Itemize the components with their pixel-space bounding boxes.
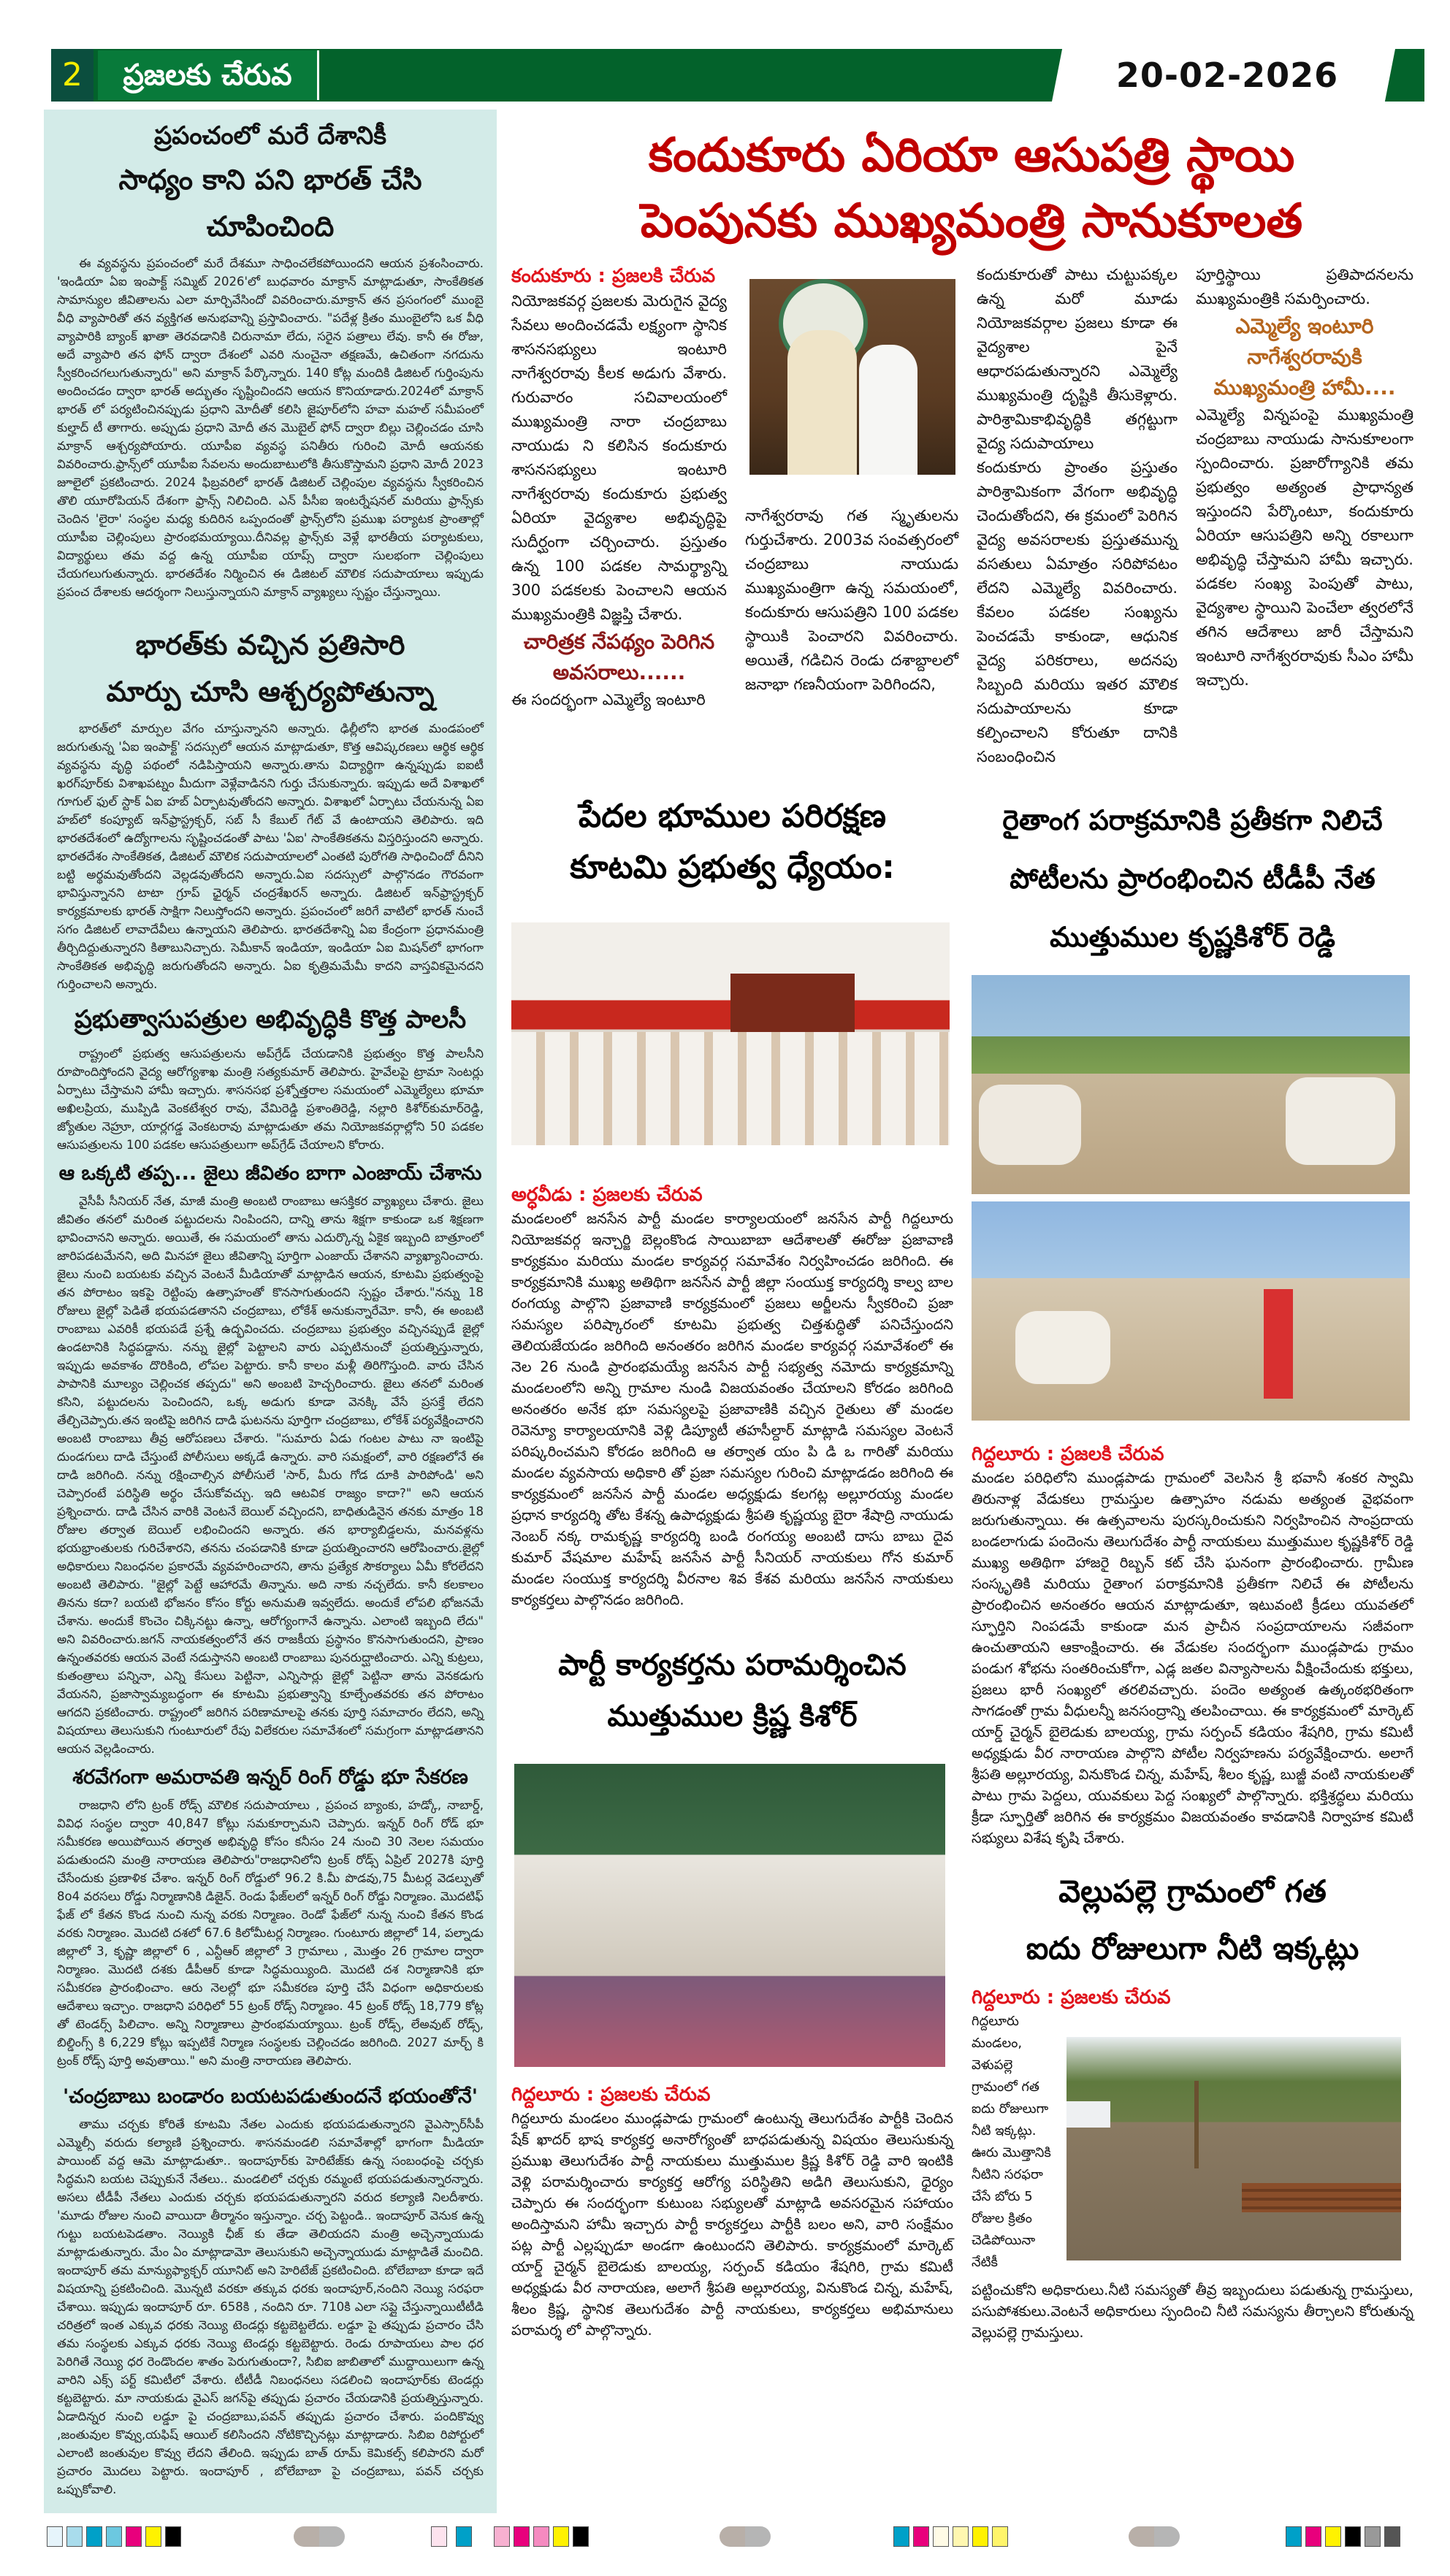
visit-article [511,2082,953,2341]
color-swatch [494,2526,510,2547]
headline: 'చంద్రబాబు బండారం బయటపడుతుందనే భయంతోనే' [62,2085,478,2108]
article-body: రాజధాని లోని ట్రంక్ రోడ్స్ మౌలిక సదుపాయాలు , ప్రపంచ బ్యాంకు, హడ్కో, నాబార్డ్, వివిధ సంస్థల ద్వారా 40,847 కోట్లు సమకూర్చామని చెప్పారు. ఇన్నర్ రింగ్ రోడ్ భూ సమీకరణ అయిపోయిన తర్వాత అభివృద్ధి కోసం కనీసం 24 నుంచి 30 నెలల సమయం పడుతుందని మంత్రి నారాయణ తెలిపారు"రాజధానిలోని ట్రంక్ రోడ్స్ ఏప్రిల్ 2027కి పూర్తి చేసేందుకు ప్రణాళిక చేశాం. ఇన్నర్ రింగ్ రోడ్డులో 96.2 కి.మీ పొడవు,75 మీటర్ల వెడల్పుతో 8o4 వరసలు రోడ్డు నిర్మాణానికి డిజైన్. రెండు ఫేజ్‌లలో ఇన్నర్ రింగ్ రోడ్డు నిర్మాణం. మొదటిఫ్ ఫేజ్ లో కేతన కొండ నుంచి నున్న వరకు నిర్మాణం. రెండో ఫేజ్‌లో నున్న నుంచి కేతన కొండ వరకు నిర్మాణం. మొదటి దశలో 67.6 కిలోమీటర్ల నిర్మాణం. గుంటూరు జిల్లాలో 14, పల్నాడు జిల్లాలో 3, కృష్ణా జిల్లాలో 6 , ఎన్టీఆర్ జిల్లాలో 3 గ్రామాలు , మొత్తం 26 గ్రామాల ద్వారా నిర్మాణం. మొదటి దశకు డీపీఆర్ కూడా సిద్ధమయ్యింది. మొదటి దశ నిర్మాణానికి భూ సమీకరణ ప్రారంభించాం. ఆరు నెలల్లో భూ సమీకరణ పూర్తి చేసే విధంగా అధికారులకు ఆదేశాలు ఇచ్చాం. రాజధాని పరిధిలో 55 ట్రంక్ రోడ్స్ నిర్మాణం. 45 ట్రంక్ రోడ్స్ 18,779 కోట్ల తో టెండర్స్ పిలిచాం. అన్ని నిర్మాణాలు ప్రారంభమయ్యాయి. ట్రంక్ రోడ్స్, లేఅవుట్ రోడ్స్, బిల్డింగ్స్ కి 6,229 కోట్లు ఇప్పటికే నిర్మాణ సంస్థలకు చెల్లించడం జరిగింది. 2027 మార్చ్ కి ట్రంక్ రోడ్స్ పూర్తి అవుతాయి." అని మంత్రి నారాయణ తెలిపారు. [57,1798,484,2068]
color-swatch [106,2526,122,2547]
article-body: భారత్‌లో మార్పుల వేగం చూస్తున్నానని అన్నారు. ఢిల్లీలోని భారత మండపంలో జరుగుతున్న 'ఏఐ ఇంపాక్ట్' సదస్సులో ఆయన మాట్లాడుతూ, కొత్త ఆవిష్కరణలు ఆర్థిక ఆర్థిక వ్యవస్థను వృద్ధి పథంలో నడిపిస్తాయని అన్నారు.తాను విద్యార్థిగా ఉన్నప్పుడు ఐఐటీ ఖరగ్‌పూర్‌కు విశాఖపట్నం మీదుగా వెళ్లేవాడినని గుర్తు చేసుకున్నారు. ఇప్పుడు అదే విశాఖలో గూగుల్ ఫుల్ స్టాక్ ఏఐ హబ్ ఏర్పాటవుతోందని అన్నారు. విశాఖలో ఏర్పాటు చేయనున్న ఏఐ హబ్‌లో కంప్యూట్ ఇన్‌ఫ్రాస్ట్రక్చర్, సబ్ సీ కేబుల్ గేట్ వే ఉంటాయని తెలిపారు. ఇది భారతదేశంలో ఉద్యోగాలను సృష్టించడంతో పాటు 'ఏఐ' సాంకేతికతను విస్తరిస్తుందని అన్నారు. భారతదేశం సాంకేతికత, డిజిటల్ మౌలిక సదుపాయాలలో ఎంతటి పురోగతి సాధించిందో దీనిని బట్టి అర్థమవుతోందని వెల్లడవుతోందని అన్నారు.ఏఐ సదస్సులో పాల్గొనడం గౌరవంగా భావిస్తున్నానని టాటా గ్రూప్ ఛైర్మన్ చంద్రశేఖరన్ అన్నారు. డిజిటల్ ఇన్‌ఫ్రాస్ట్రక్చర్ కార్యక్రమాలకు భారత్ సాక్షిగా నిలుస్తోందని అన్నారు. ప్రపంచంలో జరిగే వాటిలో భారత్ నుంచే సగం డిజిటల్ లావాదేవీలు ఉన్నాయని తెలిపారు. భారతదేశాన్ని ఏఐ కేంద్రంగా ప్రధానమంత్రి తీర్చిదిద్దుతున్నారని కితాబునిచ్చారు. సెమీకాన్ ఇండియా, ఇండియా ఏఐ మిషన్‌లో భాగంగా సాంకేతికత అభివృద్ధి జరుగుతోందని అన్నారు. ఏఐ కృత్రిమమేమీ కాదని వాస్తవికమైనదని గుర్తించాలని అన్నారు. [57,722,484,991]
photo-visit-worker [514,1764,945,2067]
headline-line: ముత్తుముల కృష్ణకిశోర్ రెడ్డి [1050,921,1335,953]
bull-article [972,1441,1413,1849]
article-body: గిద్దలూరు మండలం ముండ్లపాడు గ్రామంలో ఉంటున్న తెలుగుదేశం పార్టీకి చెందిన షేక్ ఖాదర్ భాష కార్యకర్త అనారోగ్యంతో బాధపడుతున్న విషయం తెలుసుకున్న ప్రముఖ తెలుగుదేశం పార్టీ నాయకులు ముత్తుముల క్రిష్ణ కిశోర్ రెడ్డి వారి ఇంటికి వెళ్లి పరామర్శించారు కార్యకర్త ఆరోగ్య పరిస్థితిని అడిగి తెలుసుకుని, ధైర్యం చెప్పారు ఈ సందర్భంగా కుటుంబ సభ్యులతో మాట్లాడి అవసరమైన సహాయం అందిస్తామని హామీ ఇచ్చారు పార్టీ కార్యకర్తలు పార్టీకి బలం అని, వారి సంక్షేమం పట్ల పార్టీ ఎల్లప్పుడూ అండగా ఉంటుందని తెలిపారు. కార్యక్రమంలో మార్కెట్ యార్డ్ చైర్మన్ బైలెడుకు బాలయ్య, సర్పంచ్ కడియం శేషగిరి, గ్రామ కమిటీ అధ్యక్షుడు వీర నారాయణ, అలాగే శ్రీపతి అల్లూరయ్య, వినుకొండ చిన్న, మహేష్, శీలం క్రిష్ణ, స్థానిక తెలుగుదేశం పార్టీ నాయకులు, కార్యకర్తలు అభిమానులు పరామర్శ లో పాల్గొన్నారు. [511,2110,953,2339]
headline-line: కందుకూరు ఏరియా ఆసుపత్రి స్థాయి [648,129,1295,183]
newspaper-name: ప్రజలకు చేరువ [98,50,319,100]
headline: సాధ్యం కాని పని భారత్ చేసి చూపించింది [118,164,422,242]
photo-cm-meeting [749,279,955,475]
byline: గిద్దలూరు : ప్రజలకు చేరువ [511,2084,711,2106]
headline: శరవేగంగా అమరావతి ఇన్నర్ రింగ్ రోడ్డు భూ సేకరణ [72,1766,468,1789]
left-news-column [44,110,497,2513]
subheading: చారిత్రక నేపథ్యం పెరిగిన అవసరాలు...... [523,630,715,684]
photo-janasena-meeting [511,922,950,1145]
headline: మార్పు చూసి ఆశ్చర్యపోతున్నా [106,676,435,708]
water-article [972,1984,1413,2343]
byline: గిద్దలూరు : ప్రజలకి చేరువ [972,1443,1164,1465]
color-swatch [953,2526,969,2547]
article-ring-road [57,1764,484,2070]
color-swatch [47,2526,63,2547]
article-hospital-policy [57,999,484,1154]
headline: భారత్‌కు వచ్చిన ప్రతిసారి [135,629,405,661]
color-swatch [514,2526,530,2547]
headline-line: పెంపునకు ముఖ్యమంత్రి సానుకూలత [640,194,1303,248]
color-swatch [1286,2526,1302,2547]
photo-bull-race-1 [972,975,1410,1194]
article-ambati [57,1160,484,1758]
article-body: తాము చర్చకు కోరితే కూటమి నేతల ఎందుకు భయపడుతున్నారని వైఎస్సార్‌సీపీ ఎమ్మెల్సీ వరుదు కల్యాణి ప్రశ్నించారు. శాసనమండలి సమావేశాల్లో భాగంగా మీడియా పాయింట్ వద్ద ఆమె మాట్లాడుతూ.. ఇందాపూర్‌కు హెరిటేజ్‌కు ఉన్న సంబంధంపై చర్చకు సిద్ధమని బయట చెప్పుకునే నేతలు.. మండలిలో చర్చకు రమ్మంటే భయపడుతున్నారన్నారు. అసలు టీడీపీ నేతలు ఎందుకు చర్చకు భయపడుతున్నారని వరుద కల్యాణి నిలదీశారు. 'మూడు రోజుల నుంచి వాయిదా తీర్మానం ఇస్తున్నాం. చర్చ పెట్టండి.. ఇందాపూర్ వెనుక ఉన్న గుట్టు బయటపెడతాం. నెయ్యికి ఛీజ్ కు తేడా తెలియదని మంత్రి అచ్చెన్నాయుడు మాట్లాడుతున్నారు. మేం ఏం మాట్లాడామో తెలుసుకుని అచ్చెన్నాయుడు మాట్లాడితే మంచిది. ఇందాపూర్ తమ మాన్యుఫ్యాక్చర్ యూనిట్ అని హెరిటేజ్ ప్రకటించింది. బోలేబాబా కూడా ఇదే విషయాన్ని ప్రకటించింది. మొన్నటి వరకూ తక్కువ ధరకు ఇందాపూర్,నందిని నెయ్యి సరఫరా చేశాయి. ఇప్పుడు ఇందాపూర్ రూ. 658కి , నందిని రూ. 710కి ఎలా సప్లై చేస్తున్నాయిటీటీడి చరిత్రలో ఇంత ఎక్కువ ధరకు నెయ్యి టెండర్లు కట్టబెట్టలేదు. లడ్డూ పై తప్పుడు ప్రచారం చేసి తమ సంస్థలకు ఎక్కువ ధరకు నెయ్యి టెండర్లు కట్టబెట్టారు. రెండు రూపాయలు పాల ధర పెరిగితే నెయ్యి ధర రెండొందల శాతం పెరుగుతుందా?, సిబిఐ జాబితాలో ముద్దాయిలుగా ఉన్న వారిని ఎక్స్ పర్ట్ కమిటీలో వేశారు. టీటీడీ నిబంధనలు సడలించి ఇందాపూర్‌కు టెండర్లు కట్టబెట్టారు. మా నాయకుడు వైఎస్ జగన్‌పై తప్పుడు ప్రచారం చేయడానికి ప్రయత్నిస్తున్నారు. ఏడాదిన్నర నుంచి లడ్డూ పై చంద్రబాబు,పవన్ తప్పుడు ప్రచారం చేశారు. పందికొవ్వు ,జంతువుల కొవ్వు,యఫిష్ ఆయిల్ కలిసిందని నోటికొచ్చినట్లు మాట్లాడారు. సిబిఐ రిపోర్టులో ఎలాంటి జంతువుల కొవ్వు లేదని తేలింది. ఇప్పుడు బాత్ రూమ్ కెమికల్స్ కలిపారని మరో ప్రచారం మొదలు పెట్టారు. ఇందాపూర్ , బోలేబాబా పై చంద్రబాబు, పవన్ చర్చకు ఒప్పుకోవాలి. [57,2117,484,2496]
middle-column [511,791,953,2341]
byline: కందుకూరు : ప్రజలకి చేరువ [511,265,716,287]
article-body: పూర్తిస్థాయి ప్రతిపాదనలను ముఖ్యమంత్రికి సమర్పించారు. [1196,266,1413,307]
headline: ప్రపంచంలో మరే దేశానికీ [153,121,386,150]
headline-line: రైతాంగ పరాక్రమానికి ప్రతీకగా నిలిచే [1002,804,1383,836]
headline-line: కూటమి ప్రభుత్వ ధ్యేయం: [570,849,895,886]
article-body: నియోజకవర్గ ప్రజలకు మెరుగైన వైద్య సేవలు అందించడమే లక్ష్యంగా స్థానిక శాసనసభ్యులు ఇంటూరి నాగేశ్వరరావు కీలక అడుగు వేశారు. గురువారం సచివాలయంలో ముఖ్యమంత్రి నారా చంద్రబాబు నాయుడు ని కలిసిన కందుకూరు శాసనసభ్యులు ఇంటూరి నాగేశ్వరరావు కందుకూరు ప్రభుత్వ ఏరియా వైద్యశాల అభివృద్ధిపై సుదీర్ఘంగా చర్చించారు. ప్రస్తుతం ఉన్న 100 పడకల సామర్థ్యాన్ని 300 పడకలకు పెంచాలని ఆయన ముఖ్యమంత్రికి విజ్ఞప్తి చేశారు. [511,292,727,623]
land-article [511,1182,953,1610]
color-swatch [145,2526,161,2547]
color-swatch [913,2526,929,2547]
water-text-photo-row [972,2011,1413,2274]
color-swatch [1365,2526,1381,2547]
color-swatch [431,2526,447,2547]
headline-line: ముత్తుముల క్రిష్ణ కిశోర్ [607,1700,858,1733]
headline-line: పార్టీ కార్యకర్తను పరామర్శించిన [558,1648,907,1682]
headline-line: పేదల భూముల పరిరక్షణ [579,798,886,835]
article-body: ఎమ్మెల్యే విన్నపంపై ముఖ్యమంత్రి చంద్రబాబు నాయుడు సానుకూలంగా స్పందించారు. ప్రజారోగ్యానికి తమ ప్రభుత్వం అత్యంత ప్రాధాన్యత ఇస్తుందని పేర్కొంటూ, కందుకూరు ఏరియా ఆసుపత్రిని అన్ని రకాలుగా అభివృద్ధి చేస్తామని హామీ ఇచ్చారు. పడకల సంఖ్య పెంపుతో పాటు, వైద్యశాల స్థాయిని పెంచేలా త్వరలోనే తగిన ఆదేశాలు జారీ చేస్తామని ఇంటూరి నాగేశ్వరరావుకు సీఎం హామీ ఇచ్చారు. [1196,406,1413,689]
visit-headline [511,1640,953,1742]
lead-col-1 [511,263,727,712]
main-news-area [511,110,1432,2343]
color-swatch [533,2526,549,2547]
color-swatch [66,2526,83,2547]
article-body: గిద్దలూరు మండలం, వెళుపల్లె గ్రామంలో గత ఐదు రోజులుగా నీటి ఇక్కట్లు. ఊరు మొత్తానికి నీటిని సరఫరా చేసే బోరు 5 రోజుల క్రితం చెడిపోయినా నేటికీ [972,2014,1051,2270]
color-swatch [126,2526,142,2547]
color-swatch [1325,2526,1341,2547]
headline: ఆ ఒక్కటి తప్ప... జైలు జీవితం బాగా ఎంజాయ్ చేశాను [58,1162,482,1185]
headline-line: ఐదు రోజులుగా నీటి ఇక్కట్లు [1026,1930,1359,1966]
article-ghee [57,2083,484,2499]
lead-story-columns [511,263,1432,769]
article-body: రాష్ట్రంలో ప్రభుత్వ ఆసుపత్రులను అప్‌గ్రేడ్ చేయడానికి ప్రభుత్వం కొత్త పాలసీని రూపొందిస్తోందని వైద్య ఆరోగ్యశాఖ మంత్రి సత్యకుమార్ తెలిపారు. హైవేలపై ట్రామా సెంటర్లు ఏర్పాటు చేస్తామని హామీ ఇచ్చారు. శాసనసభ ప్రశ్నోత్తరాల సమయంలో ఎమ్మెల్యేలు భూమా అఖిలప్రియ, ముప్పిడి వెంకటేశ్వర రావు, వేమిరెడ్డి ప్రశాంతిరెడ్డి, నల్లారి కిశోర్‌కుమార్‌రెడ్డి, జ్యోతుల నెహ్రూ, యార్లగడ్డ వెంకటరావు మాట్లాడుతూ తమ నియోజకవర్గాల్లోని 50 పడకల ఆసుపత్రులను 100 పడకల ఆసుపత్రులుగా అప్‌గ్రేడ్ చేయాలని కోరారు. [57,1047,484,1152]
byline: అర్ధవీడు : ప్రజలకు చేరువ [511,1184,703,1206]
lower-stories [511,791,1432,2343]
subheading: ఎమ్మెల్యే ఇంటూరి నాగేశ్వరరావుకి ముఖ్యమంత్రి హామీ.... [1213,314,1396,400]
lead-headline [511,110,1432,254]
lead-col-2 [745,263,958,697]
article-body: మండలంలో జనసేన పార్టీ మండల కార్యాలయంలో జనసేన పార్టీ గిద్దలూరు నియోజకవర్గ ఇన్చార్జి బెల్లంకొండ సాయిబాబా ఆదేశాలతో ఈరోజు ప్రజావాణి కార్యక్రమం మరియు మండల కార్యవర్గ సమావేశం నిర్వహించడం జరిగింది. ఈ కార్యక్రమానికి ముఖ్య అతిథిగా జనసేన పార్టీ జిల్లా సంయుక్త కార్యదర్శి కాల్వ బాల రంగయ్య పాల్గొని ప్రజావాణి కార్యక్రమంలో ప్రజలు అర్జీలను స్వీకరించి ప్రజా సమస్యల పరిష్కారంలో కూటమి ప్రభుత్వ చిత్తశుద్ధితో పనిచేస్తుందని తెలియజేయడం జరిగింది అనంతరం జరిగిన మండల కార్యవర్గ సమావేశంలో ఈ నెల 26 నుండి ప్రారంభమయ్యే జనసేన పార్టీ సభ్యత్వ నమోదు కార్యక్రమాన్ని మండలంలోని అన్ని గ్రామాల నుండి విజయవంతం చేయాలని కోరడం జరిగింది అనంతరం అనేక భూ సమస్యలపై ప్రజావాణికి వచ్చిన రైతులు తో మండల రెవెన్యూ కార్యాలయానికి వెళ్లి డిప్యూటీ తహసీల్దార్ మాట్లాడి సమస్యల వెంటనే పరిష్కరించమని కోరడం జరిగింది ఆ తర్వాత యం పి డి ఒ గారితో మరియు మండల వ్యవసాయ అధికారి తో ప్రజా సమస్యల గురించి మాట్లాడడం జరిగింది ఈ కార్యక్రమంలో జనసేన పార్టీ మండల అధ్యక్షుడు కలగట్ల అల్లూరయ్య మండల ప్రధాన కార్యదర్శి తోట కేశన్న ఉపాధ్యక్షుడు శ్రీపతి కృష్ణయ్య బైరా శేషాద్రి నాయుడు నెంబర్ నక్క రామకృష్ణ కార్యదర్శి బండి రంగయ్య అంబటి దాసు బాబు దైవ కుమార్ వేషమాల మహేష్ జనసేన పార్టీ సీనియర్ నాయకులు గోన కుమార్ మండల సంయుక్త కార్యదర్శి వీరనాల శివ కేశవ మరియు జనసేన నాయకులు కార్యకర్తలు పాల్గొనడం జరిగింది. [511,1210,953,1608]
color-swatch [165,2526,181,2547]
color-swatch [992,2526,1008,2547]
color-swatch [1384,2526,1400,2547]
color-swatch [972,2526,988,2547]
color-swatch [86,2526,102,2547]
photo-water-borewell [1066,2037,1401,2260]
color-swatch [553,2526,569,2547]
color-swatch [933,2526,949,2547]
lead-col-3 [977,263,1178,769]
article-body: నాగేశ్వరరావు గత స్మృతులను గుర్తుచేశారు. 2003వ సంవత్సరంలో చంద్రబాబు నాయుడు ముఖ్యమంత్రిగా ఉన్న సమయంలో, కందుకూరు ఆసుపత్రిని 100 పడకల స్థాయికి పెంచారని వివరించారు. అయితే, గడిచిన రెండు దశాబ్దాలలో జనాభా గణనీయంగా పెరిగిందని, [745,507,958,693]
water-headline [972,1863,1413,1977]
article-body: పట్టించుకోని అధికారులు.నీటి సమస్యతో తీవ్ర ఇబ్బందులు పడుతున్న గ్రామస్తులు, పసుపోశకులు.వెంటనే అధికారులు స్పందించి నీటి సమస్యను తీర్చాలని కోరుతున్న వెల్లుపల్లె గ్రామస్తులు. [972,2282,1413,2341]
page-number: 2 [51,49,94,102]
byline: గిద్దలూరు : ప్రజలకు చేరువ [972,1987,1171,2009]
registration-pill [1129,2526,1180,2547]
article-body: ఈ సందర్భంగా ఎమ్మెల్యే ఇంటూరి [511,691,706,708]
article-change [57,622,484,993]
color-swatch [573,2526,589,2547]
article-body: వైసీపీ సీనియర్ నేత, మాజీ మంత్రి అంబటి రాంబాబు ఆసక్తికర వ్యాఖ్యలు చేశారు. జైలు జీవితం తనలో మరింత పట్టుదలను నింపిందని, దాన్ని తాను శిక్షగా కాకుండా ఒక శిక్షణగా భావించానని అన్నారు. అయితే, ఈ సమయంలో తాను ఎదుర్కొన్న ఏకైక ఇబ్బంది బాత్రూంలో జారిపడటమేనని, అది మినహా జైలు జీవితాన్ని పూర్తిగా ఎంజాయ్ చేశానని వ్యాఖ్యానించారు. జైలు నుంచి బయటకు వచ్చిన వెంటనే మీడియాతో మాట్లాడిన ఆయన, కూటమి ప్రభుత్వంపై తన పోరాటం ఇకపై రెట్టింపు ఉత్సాహంతో కొనసాగుతుందని స్పష్టం చేశారు."నన్ను 18 రోజులు జైల్లో పెడితే భయపడతానని చంద్రబాబు, లోకేశ్ అనుకున్నారేమో. కానీ, ఈ అంబటి రాంబాబు ఎవరికీ భయపడే ప్రశ్నే ఉద్భవించదు. చంద్రబాబు ప్రభుత్వం వచ్చినప్పుడే జైల్లో ఉండటానికి సిద్ధపడ్డాను. నన్ను జైల్లో పెట్టాలని వారు ఎప్పటినుంచో ప్రయత్నిస్తున్నారు, ఇప్పుడు అవకాశం దొరికింది, లోపల పెట్టారు. కానీ కాలం మళ్లీ తిరిగొస్తుంది. వారు చేసిన పాపానికి మూల్యం చెల్లించక తప్పదు" అని అంబటి హెచ్చరించారు. జైలు తనలో మరింత కసిని, పట్టుదలను పెంచిందని, ఒక్క అడుగు కూడా వెనక్కి వేసే ప్రసక్తే లేదని తేల్చిచెప్పారు.తన ఇంటిపై జరిగిన దాడి ఘటనను పూర్తిగా చంద్రబాబు, లోకేశ్ పర్యవేక్షించారని అంబటి రాంబాబు తీవ్ర ఆరోపణలు చేశారు. "సుమారు ఏడు గంటల పాటు నా ఇంటిపై దుండగులు దాడి చేస్తుంటే పోలీసులు అక్కడే ఉన్నారు. వారి సమక్షంలో, వారి రక్షణలోనే ఈ దాడి జరిగింది. నన్ను రక్షించాల్సిన పోలీసులే 'సార్, మీరు గోడ దూకి పారిపోండి' అని చెప్పారంటే పరిస్థితి అర్థం చేసుకోవచ్చు. ఇది ఆటవిక రాజ్యం కాదా?" అని ఆయన ప్రశ్నించారు. దాడి చేసిన వారికి వెంటనే బెయిల్ వచ్చిందని, బాధితుడినైన తనకు మాత్రం 18 రోజుల తర్వాత బెయిల్ లభించిందని అన్నారు. తన భార్యాబిడ్డలను, మనవళ్లను భయభ్రాంతులకు గురిచేశారని, తనను చంపడానికి కూడా ప్రయత్నించారని ఆరోపించారు.జైల్లో అధికారులు నిబంధనల ప్రకారమే వ్యవహరించారని, తాను ప్రత్యేక సౌకర్యాలు ఏమీ కోరలేదని అంబటి తెలిపారు. "జైల్లో పెట్టే ఆహారమే తిన్నాను. అది నాకు నచ్చలేదు. కానీ కలకాలం తినను కదా? బయటి భోజనం కోసం కోర్టు అనుమతి ఇవ్వలేదు. అందుకే లోపలి భోజనమే చేశాను. అందుకే కొంచెం చిక్కినట్టు ఉన్నా, ఆరోగ్యంగానే ఉన్నాను. ఎలాంటి ఇబ్బంది లేదు" అని వివరించారు.జగన్ నాయకత్వంలోనే తన రాజకీయ ప్రస్థానం కొనసాగుతుందని, ప్రాణం ఉన్నంతవరకు ఆయన వెంటే నడుస్తానని అంబటి రాంబాబు పునరుద్ఘాటించారు. ఎన్ని కుట్రలు, కుతంత్రాలు పన్నినా, ఎన్ని కేసులు పెట్టినా, ఎన్నిసార్లు జైల్లో పెట్టినా తాను వెనకడుగు వేయనని, ప్రజాస్వామ్యబద్ధంగా ఈ కూటమి ప్రభుత్వాన్ని కూల్చేంతవరకు తన పోరాటం ఆగదని ప్రకటించారు. రాష్ట్రంలో జరిగిన పరిణామాలపై తనకు పూర్తి సమాచారం లేదని, అన్ని విషయాలు తెలుసుకుని గుంటూరులో రేపు విలేకరుల సమావేశంలో సమగ్రంగా మాట్లాడతానని ఆయన వెల్లడించారు. [57,1194,484,1756]
land-headline [511,791,953,893]
right-column [972,791,1413,2343]
article-macron [57,110,484,601]
lead-col-4 [1196,263,1413,692]
color-swatch [1305,2526,1321,2547]
photo-bull-race-2 [972,1201,1410,1421]
article-body: కందుకూరుతో పాటు చుట్టుపక్కల ఉన్న మరో మూడు నియోజకవర్గాల ప్రజలు కూడా ఈ వైద్యశాల పైనే ఆధారపడుతున్నారని ఎమ్మెల్యే ముఖ్యమంత్రి దృష్టికి తీసుకెళ్లారు. పారిశ్రామికాభివృద్ధికి తగ్గట్టుగా వైద్య సదుపాయాలు [977,266,1178,452]
registration-pill [294,2526,345,2547]
color-swatch [456,2526,472,2547]
headline: ప్రభుత్వాసుపత్రుల అభివృద్ధికి కొత్త పాలసీ [74,1005,467,1034]
headline-line: పోటీలను ప్రారంభించిన టీడీపీ నేత [1010,863,1375,895]
bull-headline [972,791,1413,966]
headline-line: వెల్లుపల్లె గ్రామంలో గత [1058,1873,1327,1909]
article-body: కందుకూరు ప్రాంతం ప్రస్తుతం పారిశ్రామికంగా వేగంగా అభివృద్ధి చెందుతోందని, ఈ క్రమంలో పెరిగిన వైద్య అవసరాలకు ప్రస్తుతమున్న వసతులు ఏమాత్రం సరిపోవటం లేదని ఎమ్మెల్యే వివరించారు. కేవలం పడకల సంఖ్యను పెంచడమే కాకుండా, ఆధునిక వైద్య పరికరాలు, అదనపు సిబ్బంది మరియు ఇతర మౌలిక సదుపాయాలను కూడా కల్పించాలని కోరుతూ దానికి సంబంధించిన [977,459,1178,765]
issue-date: 20-02-2026 [1115,56,1339,95]
registration-pill [720,2526,771,2547]
print-registration-marks [0,2526,1450,2547]
article-body: మండల పరిధిలోని ముండ్లపాడు గ్రామంలో వెలసిన శ్రీ భవానీ శంకర స్వామి తిరునాళ్ల వేడుకలు గ్రామస్తుల ఉత్సాహం నడుమ అత్యంత వైభవంగా జరుగుతున్నాయి. ఈ ఉత్సవాలను పురస్కరించుకుని నిర్వహించిన సాంప్రదాయ బండలాగుడు పందెంను తెలుగుదేశం పార్టీ నాయకులు ముత్తుముల కృష్ణకిశోర్ రెడ్డి ముఖ్య అతిథిగా హాజరై రిబ్బన్ కట్ చేసి ఘనంగా ప్రారంభించారు. గ్రామీణ సంస్కృతికి మరియు రైతాంగ పరాక్రమానికి ప్రతీకగా నిలిచే ఈ పోటీలను ప్రారంభించిన అనంతరం ఆయన మాట్లాడుతూ, ఇటువంటి క్రీడలు యువతలో స్ఫూర్తిని నింపడమే కాకుండా మన ప్రాచీన సంప్రదాయాలను సజీవంగా ఉంచుతాయని ఆకాంక్షించారు. ఈ వేడుకల సందర్భంగా ముండ్లపాడు గ్రామం పండుగ శోభను సంతరించుకోగా, ఎడ్ల జతల విన్యాసాలను వీక్షించేందుకు భక్తులు, ప్రజలు భారీ సంఖ్యలో తరలివచ్చారు. పందెం అత్యంత ఉత్కంఠభరితంగా సాగడంతో గ్రామ వీధులన్నీ జనసంద్రాన్ని తలపించాయి. ఈ కార్యక్రమంలో మార్కెట్ యార్డ్ చైర్మన్ బైలెడుకు బాలయ్య, గ్రామ సర్పంచ్ కడియం శేషగిరి, గ్రామ కమిటీ అధ్యక్షుడు వీర నారాయణ పాల్గొని పోటీల నిర్వహణను పర్యవేక్షించారు. అలాగే శ్రీపతి అల్లూరయ్య, వినుకొండ చిన్న, మహేష్, శీలం కృష్ణ, బుజ్జీ వంటి నాయకులతో పాటు గ్రామ పెద్దలు, యువకులు పెద్ద సంఖ్యలో పాల్గొన్నారు. భక్తిశ్రద్ధలు మరియు క్రీడా స్ఫూర్తితో జరిగిన ఈ కార్యక్రమం విజయవంతం కావడానికి నిర్వాహక కమిటీ సభ్యులు విశేష కృషి చేశారు. [972,1469,1413,1846]
color-swatch [1345,2526,1361,2547]
color-swatch [893,2526,909,2547]
article-body: ఈ వ్యవస్థను ప్రపంచంలో మరే దేశమూ సాధించలేకపోయిందని ఆయన ప్రశంసించారు. 'ఇండియా ఏఐ ఇంపాక్ట్ సమ్మిట్ 2026'లో బుధవారం మాక్రాన్ మాట్లాడుతూ, సాంకేతికత సామాన్యుల జీవితాలను ఎలా మార్చివేసిందో వివరించారు.మాక్రాన్ తన ప్రసంగంలో ముంబై వీధి వ్యాపారితో తన వ్యక్తిగత అనుభవాన్ని ప్రస్తావించారు. "పదేళ్ల క్రితం ముంబైలోని ఒక వీధి వ్యాపారికి బ్యాంక్ ఖాతా తెరవడానికి చిరునామా లేదు, సరైన పత్రాలు లేవు. కానీ ఈ రోజు, అదే వ్యాపారి తన ఫోన్ ద్వారా దేశంలో ఎవరి నుంచైనా తక్షణమే, ఉచితంగా నగదును స్వీకరించగలుగుతున్నారు" అని మాక్రాన్ పేర్కొన్నారు. 140 కోట్ల మందికి డిజిటల్ గుర్తింపును అందించడం ద్వారా భారత్ అద్భుతం సృష్టించిందని ఆయన కొనియాడారు.2024లో మాక్రాన్ భారత్ లో పర్యటించినప్పుడు ప్రధాని మోదీతో కలిసి జైపూర్‌లోని హవా మహల్ సమీపంలో కుల్హాద్ టీ తాగారు. అప్పుడు ప్రధాని మోదీ తన మొబైల్ ఫోన్ ద్వారా బిల్లు చెల్లించడం చూసి మాక్రాన్ ఆశ్చర్యపోయారు. యూపీఐ వ్యవస్థ పనితీరు గురించి మోదీ ఆయనకు వివరించారు.ఫ్రాన్స్‌లో యూపీఐ సేవలను అందుబాటులోకి తీసుకొస్తామని ప్రధాని మోదీ 2023 జూలైలో ప్రకటించారు. 2024 ఫిబ్రవరిలో భారత్ డిజిటల్ చెల్లింపుల వ్యవస్థను స్వీకరించిన తొలి యూరోపియన్ దేశంగా ఫ్రాన్స్ నిలిచింది. ఎన్ పీసీఐ ఇంటర్నేషనల్ మరియు ఫ్రాన్స్‌కు చెందిన 'లైరా' సంస్థల మధ్య కుదిరిన ఒప్పందంతో ఫ్రాన్స్‌లోని ప్రముఖ పర్యాటక ప్రాంతాల్లో యూపీఐ చెల్లింపులు ప్రారంభమయ్యాయి.దీనివల్ల ఫ్రాన్స్‌కు వెళ్లే భారతీయ పర్యాటకులు, విద్యార్థులు తమ వద్ద ఉన్న యూపీఐ యాప్స్ ద్వారా సులభంగా చెల్లింపులు చేయగలుగుతున్నారు. భారతదేశం నిర్మించిన ఈ డిజిటల్ మౌలిక సదుపాయాలు ఇప్పుడు ప్రపంచ దేశాలకు ఆదర్శంగా నిలుస్తున్నాయని మాక్రాన్ వ్యాఖ్యలు స్పష్టం చేస్తున్నాయి. [57,256,484,599]
